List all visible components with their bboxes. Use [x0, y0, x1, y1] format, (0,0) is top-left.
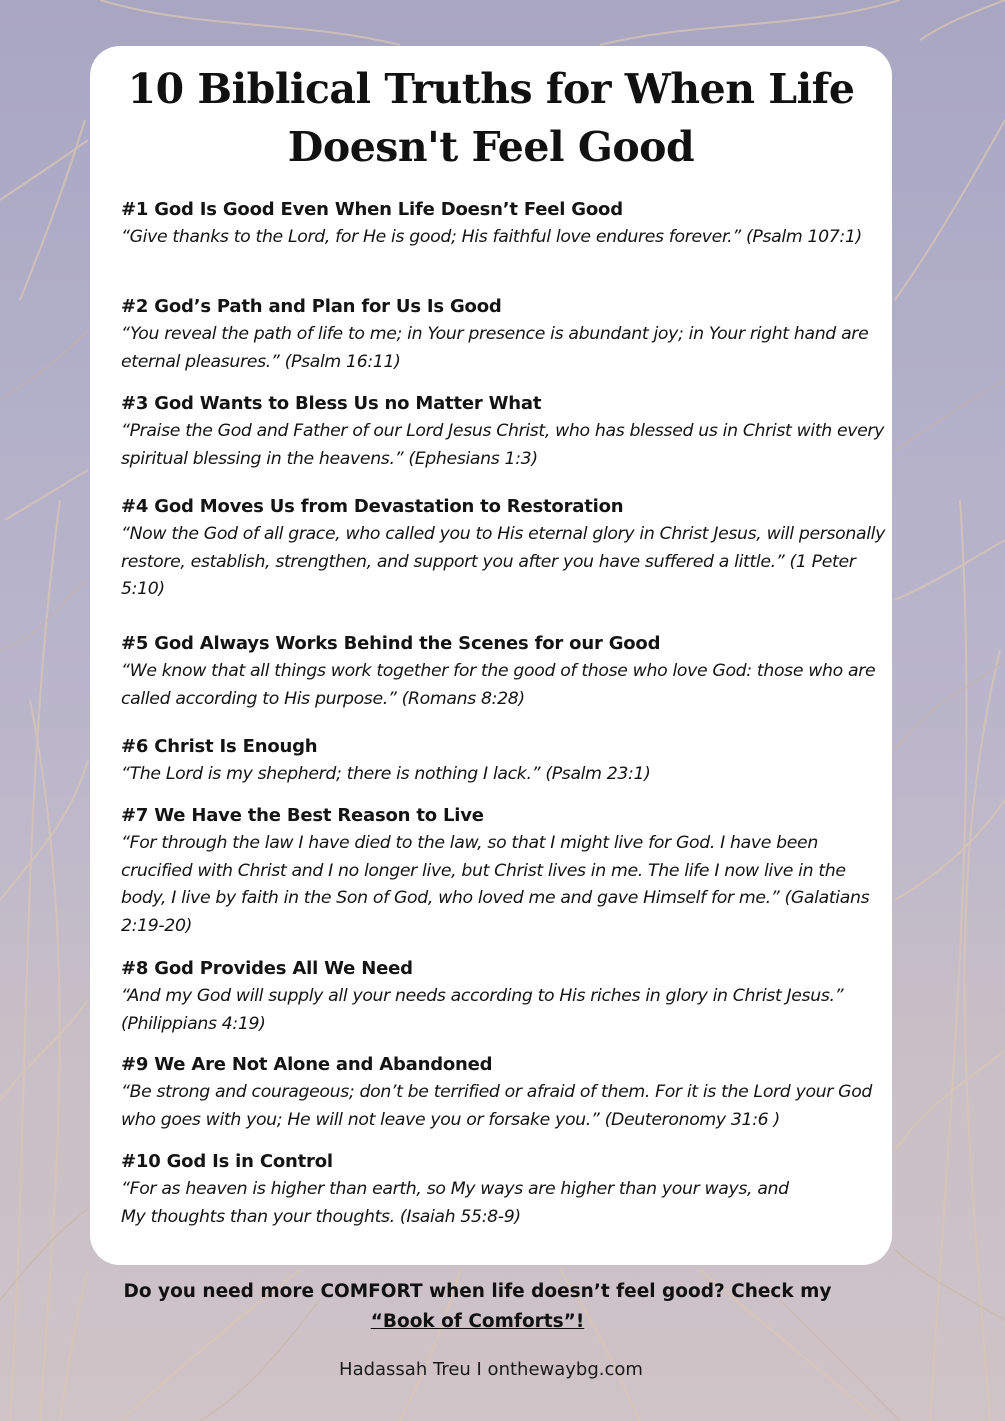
truth-item-5: [121, 630, 886, 713]
truth-heading: #7 We Have the Best Reason to Live: [121, 805, 484, 826]
truth-verse: “We know that all things work together for the good of those who love God: those who are called according to His purpose.” (Romans 8:28): [121, 661, 876, 709]
page-title: 10 Biblical Truths for When Life Doesn't Feel Good: [127, 65, 855, 171]
truth-heading: #10 God Is in Control: [121, 1151, 333, 1172]
truth-heading: #8 God Provides All We Need: [121, 958, 413, 979]
truth-item-9: [121, 1051, 886, 1134]
truth-item-4: [121, 493, 886, 604]
truth-verse: “And my God will supply all your needs according to His riches in glory in Christ Jesus.” (Philippians 4:19): [121, 986, 844, 1034]
truth-verse: “Give thanks to the Lord, for He is good; His faithful love endures forever.” (Psalm 107:1): [121, 227, 862, 247]
truth-heading: #2 God’s Path and Plan for Us Is Good: [121, 296, 502, 317]
truth-item-8: [121, 955, 886, 1038]
truth-heading: #6 Christ Is Enough: [121, 736, 318, 757]
truth-verse: “You reveal the path of life to me; in Your presence is abundant joy; in Your right hand are eternal pleasures.” (Psalm 16:11): [121, 324, 869, 372]
footer-credit: Hadassah Treu I onthewaybg.com: [339, 1359, 643, 1380]
promo-text: [60, 1277, 895, 1337]
truth-verse: “Praise the God and Father of our Lord Jesus Christ, who has blessed us in Christ with every spiritual blessing in the heavens.” (Ephesians 1:3): [121, 421, 885, 469]
truth-heading: #1 God Is Good Even When Life Doesn’t Feel Good: [121, 199, 623, 220]
truth-heading: #4 God Moves Us from Devastation to Restoration: [121, 496, 624, 517]
truth-verse: “Be strong and courageous; don’t be terrified or afraid of them. For it is the Lord your God who goes with you; He will not leave you or forsake you.” (Deuteronomy 31:6 ): [121, 1082, 873, 1130]
truth-verse: “For through the law I have died to the law, so that I might live for God. I have been crucified with Christ and I no longer live, but Christ lives in me. The life I now live in the body, I live by faith in the Son of God, who loved me and gave Himself for me.” (Galatians 2:19-20): [121, 833, 870, 936]
truth-heading: #3 God Wants to Bless Us no Matter What: [121, 393, 542, 414]
truth-item-1: [121, 196, 886, 252]
truth-item-2: [121, 293, 886, 376]
promo-message: Do you need more COMFORT when life doesn’t feel good? Check my: [123, 1281, 832, 1302]
truth-verse: “For as heaven is higher than earth, so My ways are higher than your ways, and My thoughts than your thoughts. (Isaiah 55:8-9): [121, 1179, 789, 1227]
truth-item-10: [121, 1148, 801, 1231]
truth-item-7: [121, 802, 886, 940]
truth-heading: #5 God Always Works Behind the Scenes for our Good: [121, 633, 661, 654]
truth-heading: #9 We Are Not Alone and Abandoned: [121, 1054, 493, 1075]
truth-item-3: [121, 390, 886, 473]
book-of-comforts-link[interactable]: “Book of Comforts”!: [370, 1311, 585, 1332]
truth-verse: “The Lord is my shepherd; there is nothing I lack.” (Psalm 23:1): [121, 764, 651, 784]
truth-item-6: [121, 733, 886, 789]
truth-verse: “Now the God of all grace, who called you to His eternal glory in Christ Jesus, will personally restore, establish, strengthen, and support you after you have suffered a little.” (1 Peter 5:10): [121, 524, 886, 599]
